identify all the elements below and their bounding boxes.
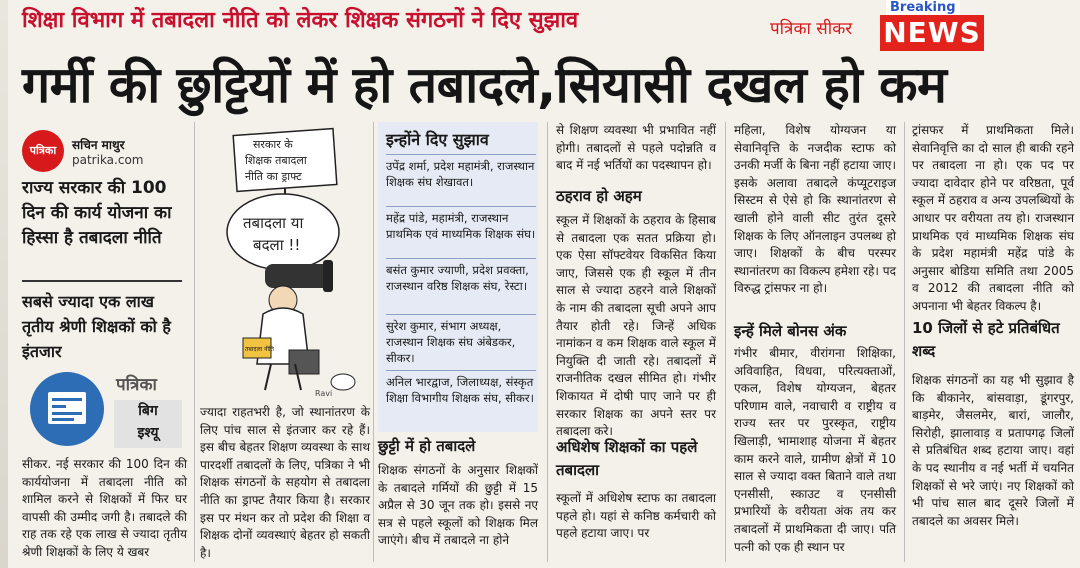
subheadline-1: राज्य सरकार की 100 दिन की कार्य योजना का हिस्सा है तबादला नीति [22, 178, 172, 248]
suggestion-item: महेंद्र पांडे, महामंत्री, राजस्थान प्राथमिक एवं माध्यमिक शिक्षक संघ। [386, 206, 536, 242]
column-divider [373, 122, 374, 562]
brand-tag: पत्रिका सीकर [770, 19, 853, 39]
suggestion-item: अनिल भारद्वाज, जिलाध्यक्ष, संस्कृत शिक्षा विभागीय शिक्षक संघ, सीकर। [386, 370, 536, 406]
column-divider [904, 122, 905, 562]
body-text-col4-bottom: स्कूलों में अधिशेष स्टाफ का तबादला पहले हो। यहां से कनिष्ठ कर्मचारी को पहले हटाया जाए। पर [556, 491, 716, 541]
big-issue-tag [22, 366, 182, 452]
body-text-col5-top: महिला, विशेष योग्यजन या सेवानिवृत्ति के नजदीक स्टाफ को उनकी मर्जी के बिना नहीं हटाया जाए। इसके अलावा तबादले कंप्यूटराइज सिस्टम से ऐसे हो कि स्थानांतरण से खाली होने वाली सीट तुरंत दूसरे शिक्षक के लिए ऑनलाइन उपलब्ध हो जाए। शिक्षकों के बीच परस्पर स्थानांतरण का विकल्प हमेशा रहे। पद विरुद्ध ट्रांसफर ना हो। [734, 123, 896, 296]
news-label: NEWS [880, 15, 984, 51]
left-edge-strip [0, 0, 8, 568]
subhead-thahrav: ठहराव हो अहम [556, 187, 642, 205]
suggestion-item: बसंत कुमार ज्याणी, प्रदेश प्रवक्ता, राजस्थान वरिष्ठ शिक्षक संघ, रेस्टा। [386, 258, 536, 294]
body-text-col4-top: से शिक्षण व्यवस्था भी प्रभावित नहीं होगी। तबादलों से पहले पदोन्नति व बाद में नई भर्तियों का पदस्थापन हो। [556, 123, 716, 173]
suggestions-box [378, 122, 538, 432]
body-text-col6-top: ट्रांसफर में प्राथमिकता मिले। सेवानिवृत्ति का दो साल ही बाकी रहने पर तबादला ना हो। एक पद पर ज्यादा दावेदार होने पर वरिष्ठता, पूर्व स्कूल में ठहराव व अन्य उपलब्धियों के आधार पर वरीयता तय हो। राजस्थान प्राथमिक एवं माध्यमिक शिक्षक संघ के प्रदेश महामंत्री महेंद्र पांडे के अनुसार बोडिया समिति तथा 2005 व 2012 की तबादला नीति को अपनाना भी बेहतर विकल्प है। [912, 123, 1074, 313]
subhead-bonus: इन्हें मिले बोनस अंक [734, 322, 847, 340]
cartoon-illustration [205, 124, 367, 400]
issue-tag-line1: बिग [138, 403, 158, 419]
subhead-ten-districts: 10 जिलों से हटे प्रतिबंधित शब्द [912, 319, 1060, 360]
column-divider [547, 122, 548, 562]
issue-brand: पत्रिका [116, 375, 157, 395]
subheadline-2: सबसे ज्यादा एक लाख तृतीय श्रेणी शिक्षकों को है इंतजार [22, 292, 171, 361]
cartoon-speech-line1: तबादला या [243, 214, 304, 232]
cartoon-speech-line2: बदला !! [253, 236, 301, 254]
body-text-col3: शिक्षक संगठनों के अनुसार शिक्षकों के तबादले गर्मियों की छुट्टी में 15 अप्रैल से 30 जून तक हो। इससे नए सत्र से पहले स्कूलों को शिक्षक मिल जाएंगे। बीच में तबादले ना होने [378, 463, 538, 548]
body-text-col4-mid: स्कूल में शिक्षकों के ठहराव के हिसाब से तबादला एक सतत प्रक्रिया हो। एक ऐसा सॉफ्टवेयर विकसित किया जाए, जिससे एक ही स्कूल में तीन साल से ज्यादा ठहरने वाले शिक्षकों के नाम की तबादला सूची अपने आप तैयार होती रहे। जिन्हें अधिक नामांकन व कम शिक्षक वाले स्कूल में नियुक्ति दी जाती रहे। तबादलों में राजनीतिक दखल सीमित हो। गंभीर शिकायत में दोषी पाए जाने पर ही सरकार शिक्षक का अपने स्तर पर तबादला करे। [556, 213, 716, 439]
subhead-adhishesh: अधिशेष शिक्षकों का पहले तबादला [556, 438, 698, 479]
cartoon-sign-line2: शिक्षक तबादला [245, 154, 307, 167]
newspaper-icon [30, 372, 104, 446]
body-text-col5-bottom: गंभीर बीमार, वीरांगना शिक्षिका, अविवाहित, विधवा, परित्यक्ताओं, एकल, विशेष योग्यजन, बेहतर परिणाम वाले, नवाचारी व राष्ट्रीय व राज्य स्तर पर पुरस्कृत, राष्ट्रीय खिलाड़ी, भामाशाह योजना में बेहतर काम करने वाले, ग्रामीण क्षेत्रों में 10 साल से ज्यादा वक्त बिताने वाले तथा एनसीसी, स्काउट व एनसीसी प्रभारियों के वरीयता अंक तय कर तबादलों में प्राथमिकता दी जाए। पति पत्नी को एक ही स्थान पर [734, 346, 896, 554]
body-text-col1: सीकर. नई सरकार की 100 दिन की कार्ययोजना में तबादला नीति को शामिल करने से शिक्षकों में फिर घर वापसी की उम्मीद जगी है। तबादले की राह तक रहे एक लाख से ज्यादा तृतीय श्रेणी शिक्षकों के लिए ये खबर [22, 457, 187, 559]
suggestion-item: उपेंद्र शर्मा, प्रदेश महामंत्री, राजस्थान शिक्षक संघ शेखावत। [386, 154, 536, 190]
breaking-label: Breaking [886, 0, 960, 15]
cartoon-artist-sign: Ravi [315, 389, 333, 398]
suggestions-title: इन्होंने दिए सुझाव [386, 130, 489, 149]
subhead-chhutti: छुट्टी में हो तबादले [378, 437, 476, 455]
column-divider [725, 122, 726, 562]
cartoon-sign-line1: सरकार के [253, 138, 293, 151]
issue-tag-box [114, 400, 182, 448]
suggestion-item: सुरेश कुमार, संभाग अध्यक्ष, राजस्थान शिक्षक संघ अंबेडकर, सीकर। [386, 314, 536, 366]
byline [22, 130, 192, 180]
breaking-news-badge [880, 0, 988, 52]
divider-rule [22, 280, 182, 282]
body-text-col6-bottom: शिक्षक संगठनों का यह भी सुझाव है कि बीकानेर, बांसवाड़ा, डूंगरपुर, बाड़मेर, जैसलमेर, बारां, जालौर, सिरोही, झालावाड़ व प्रतापगढ़ जिलों से प्रतिबंधित शब्द हटाया जाए। वहां के पद स्थानीय व नई भर्ती में चयनित शिक्षकों से भरे जाएं। नए शिक्षकों को भी पांच साल बाद दूसरे जिलों में तबादले का अवसर मिले। [912, 373, 1074, 528]
cartoon-file-label: तबादला नीति [245, 346, 274, 353]
issue-tag-line2: इश्यू [137, 425, 159, 441]
body-text-col2: ज्यादा राहतभरी है, जो स्थानांतरण के लिए पांच साल से इंतजार कर रहे हैं। इस बीच बेहतर शिक्षण व्यवस्था के साथ पारदर्शी तबादलों के लिए, पत्रिका ने भी शिक्षक संगठनों के सहयोग से तबादला नीति का ड्राफ्ट तैयार किया है। सरकार इस पर मंथन कर तो प्रदेश की शिक्षा व शिक्षक दोनों व्यवस्थाएं बेहतर हो सकती है। [200, 405, 370, 560]
page-headline: गर्मी की छुट्टियों में हो तबादले,सियासी दखल हो कम [22, 56, 947, 114]
cartoon-sign-line3: नीति का ड्राफ्ट [245, 170, 302, 183]
kicker-headline: शिक्षा विभाग में तबादला नीति को लेकर शिक्षक संगठनों ने दिए सुझाव [22, 8, 579, 33]
top-banner [0, 0, 1080, 49]
patrika-logo: पत्रिका [22, 130, 64, 172]
author-site: patrika.com [72, 153, 144, 167]
author-name: सचिन माथुर [72, 138, 125, 152]
column-divider [194, 122, 195, 562]
